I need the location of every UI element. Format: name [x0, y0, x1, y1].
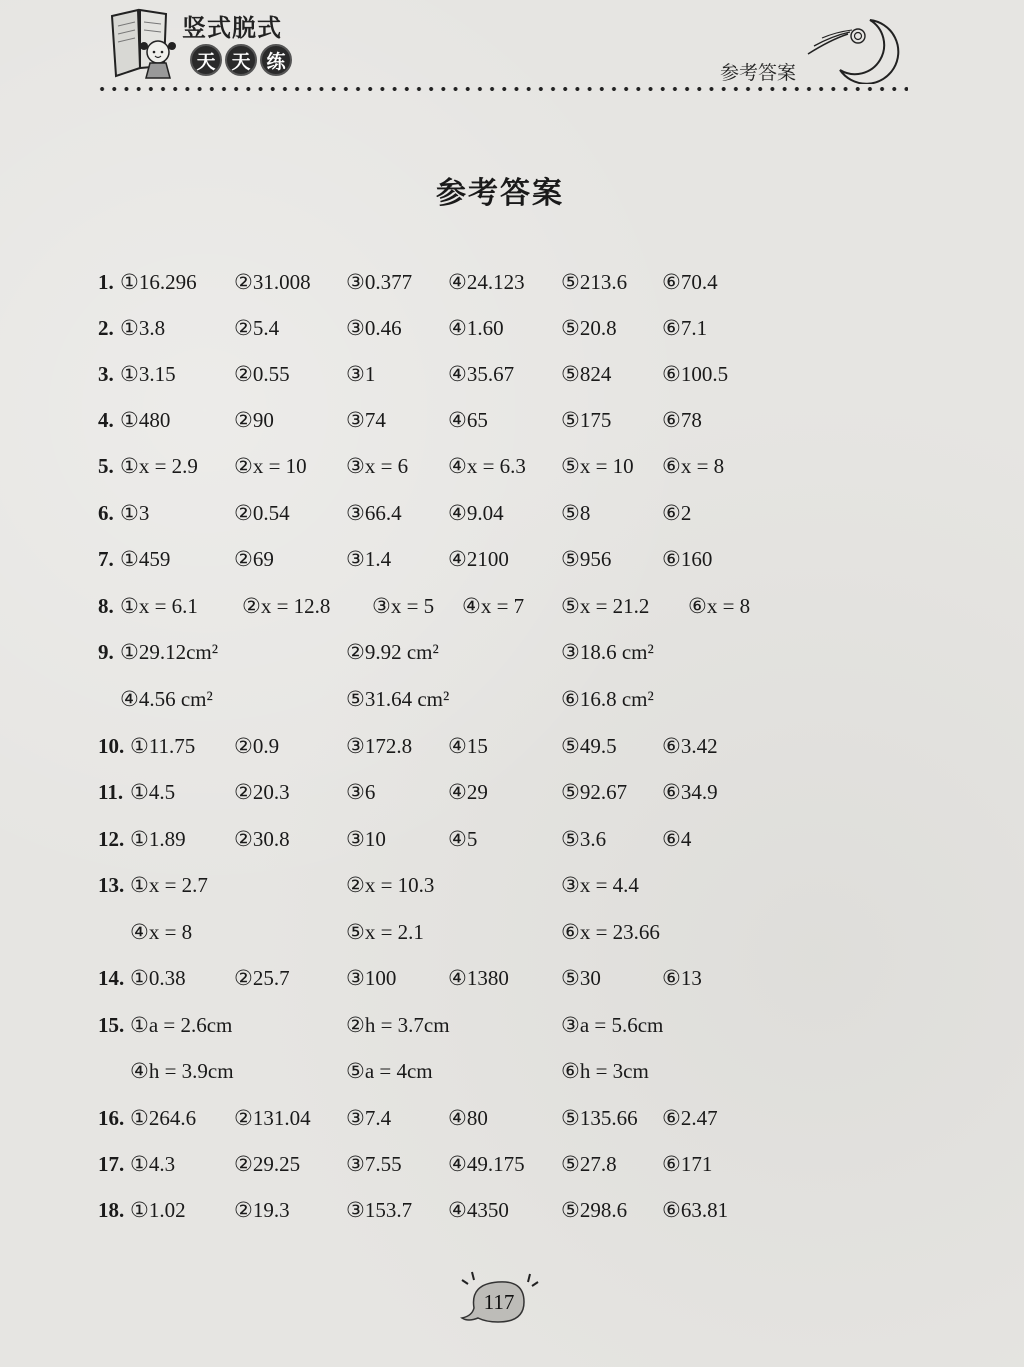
answer-item: ③153.7	[346, 1198, 413, 1222]
question-number: 6.	[98, 501, 114, 525]
answer-item: ④15	[448, 734, 488, 758]
answer-item: ⑤x = 21.2	[561, 594, 650, 618]
question-number: 3.	[98, 362, 114, 386]
series-badge: 练	[260, 44, 292, 76]
answer-item: ②5.4	[234, 316, 280, 340]
crescent-moon-icon	[800, 14, 910, 84]
answer-item: ③100	[346, 966, 397, 990]
answer-item: ⑤49.5	[561, 734, 617, 758]
answer-item: ⑤8	[561, 501, 591, 525]
answer-item: ①11.75	[130, 734, 196, 758]
answer-item: ①x = 6.1	[120, 594, 198, 618]
answer-item: ①16.296	[120, 270, 197, 294]
answer-item: ③0.377	[346, 270, 413, 294]
answer-item: ①0.38	[130, 966, 186, 990]
answer-item: ④5	[448, 827, 478, 851]
answer-item: ⑤824	[561, 362, 612, 386]
answer-item: ③172.8	[346, 734, 413, 758]
answer-item: ③7.55	[346, 1152, 402, 1176]
answer-item: ③1	[346, 362, 376, 386]
answer-item: ⑥34.9	[662, 780, 718, 804]
question-number: 13.	[98, 873, 125, 897]
answer-item: ②19.3	[234, 1198, 290, 1222]
question-number: 16.	[98, 1106, 125, 1130]
answer-item: ⑥78	[662, 408, 702, 432]
answer-item: ⑥h = 3cm	[561, 1059, 649, 1083]
book-girl-icon	[108, 6, 188, 82]
answer-item: ④2100	[448, 547, 509, 571]
question-number: 4.	[98, 408, 114, 432]
question-number: 11.	[98, 780, 124, 804]
answer-item: ③7.4	[346, 1106, 392, 1130]
answer-item: ⑤92.67	[561, 780, 628, 804]
answer-item: ⑥63.81	[662, 1198, 729, 1222]
answer-item: ⑤213.6	[561, 270, 628, 294]
answer-item: ④h = 3.9cm	[130, 1059, 234, 1083]
answer-item: ⑥171	[662, 1152, 713, 1176]
answer-item: ②9.92 cm²	[346, 640, 439, 664]
answer-item: ②20.3	[234, 780, 290, 804]
answer-item: ①459	[120, 547, 171, 571]
answer-item: ③6	[346, 780, 376, 804]
answer-item: ②30.8	[234, 827, 290, 851]
answer-item: ①264.6	[130, 1106, 197, 1130]
answer-item: ⑥160	[662, 547, 713, 571]
answer-item: ②x = 12.8	[242, 594, 331, 618]
answer-item: ⑤a = 4cm	[346, 1059, 433, 1083]
answer-item: ④x = 8	[130, 920, 193, 944]
question-number: 10.	[98, 734, 125, 758]
answer-item: ③10	[346, 827, 386, 851]
answer-item: ⑥4	[662, 827, 692, 851]
answer-item: ⑥x = 23.66	[561, 920, 660, 944]
answer-item: ④24.123	[448, 270, 525, 294]
question-number: 14.	[98, 966, 125, 990]
question-number: 15.	[98, 1013, 125, 1037]
answer-item: ⑥7.1	[662, 316, 708, 340]
answer-item: ⑥2	[662, 501, 692, 525]
series-badge: 天	[225, 44, 257, 76]
answer-item: ④1.60	[448, 316, 504, 340]
answer-item: ④65	[448, 408, 488, 432]
answer-item: ②0.54	[234, 501, 290, 525]
answer-item: ⑤x = 2.1	[346, 920, 424, 944]
answer-item: ③x = 4.4	[561, 873, 639, 897]
answer-item: ④9.04	[448, 501, 504, 525]
answer-item: ⑥100.5	[662, 362, 729, 386]
answer-item: ④4.56 cm²	[120, 687, 213, 711]
series-badges	[190, 44, 292, 76]
answer-item: ③74	[346, 408, 386, 432]
answer-item: ④80	[448, 1106, 488, 1130]
question-number: 7.	[98, 547, 114, 571]
answer-item: ②69	[234, 547, 274, 571]
answer-item: ②29.25	[234, 1152, 301, 1176]
answer-item: ②31.008	[234, 270, 311, 294]
page-header	[0, 0, 1024, 100]
question-number: 17.	[98, 1152, 125, 1176]
answer-item: ③a = 5.6cm	[561, 1013, 664, 1037]
answer-item: ⑤31.64 cm²	[346, 687, 450, 711]
answer-item: ⑥70.4	[662, 270, 718, 294]
answer-item: ⑤135.66	[561, 1106, 638, 1130]
answer-item: ⑥13	[662, 966, 702, 990]
answer-item: ②90	[234, 408, 274, 432]
answer-item: ③18.6 cm²	[561, 640, 654, 664]
question-number: 8.	[98, 594, 114, 618]
series-title: 竖式脱式	[182, 14, 282, 42]
answer-item: ④x = 7	[462, 594, 525, 618]
question-number: 1.	[98, 270, 114, 294]
page-number-badge	[458, 1270, 548, 1330]
answer-item: ⑥2.47	[662, 1106, 718, 1130]
answer-item: ②0.9	[234, 734, 280, 758]
answer-item: ①1.02	[130, 1198, 186, 1222]
answer-item: ⑤27.8	[561, 1152, 617, 1176]
question-number: 9.	[98, 640, 114, 664]
answer-item: ②25.7	[234, 966, 290, 990]
question-number: 12.	[98, 827, 125, 851]
page-title: 参考答案	[436, 176, 564, 211]
answer-item: ④29	[448, 780, 488, 804]
answer-item: ①3.8	[120, 316, 166, 340]
page-number: 117	[483, 1290, 515, 1314]
answer-item: ③66.4	[346, 501, 402, 525]
question-number: 5.	[98, 454, 114, 478]
answer-item: ③1.4	[346, 547, 392, 571]
answer-item: ⑥16.8 cm²	[561, 687, 654, 711]
answer-item: ②x = 10	[234, 454, 307, 478]
answer-item: ①4.3	[130, 1152, 176, 1176]
answer-item: ②x = 10.3	[346, 873, 435, 897]
answer-item: ①29.12cm²	[120, 640, 219, 664]
answer-item: ①a = 2.6cm	[130, 1013, 233, 1037]
answer-item: ③x = 5	[372, 594, 435, 618]
answer-item: ③0.46	[346, 316, 402, 340]
series-badge: 天	[190, 44, 222, 76]
answer-item: ⑤x = 10	[561, 454, 634, 478]
answer-item: ③x = 6	[346, 454, 409, 478]
answer-item: ④1380	[448, 966, 509, 990]
answer-item: ①x = 2.7	[130, 873, 208, 897]
answer-item: ⑤298.6	[561, 1198, 628, 1222]
answer-item: ②0.55	[234, 362, 290, 386]
header-divider	[96, 86, 908, 92]
answer-item: ⑤956	[561, 547, 612, 571]
answer-item: ④4350	[448, 1198, 509, 1222]
answer-item: ⑤20.8	[561, 316, 617, 340]
answer-item: ①4.5	[130, 780, 176, 804]
answer-item: ⑥x = 8	[662, 454, 725, 478]
answer-item: ⑤3.6	[561, 827, 607, 851]
answer-item: ⑤175	[561, 408, 612, 432]
answer-item: ④49.175	[448, 1152, 525, 1176]
answer-item: ①1.89	[130, 827, 186, 851]
answer-item: ①3.15	[120, 362, 176, 386]
answer-item: ①x = 2.9	[120, 454, 198, 478]
answer-item: ④x = 6.3	[448, 454, 526, 478]
question-number: 18.	[98, 1198, 125, 1222]
answer-item: ①3	[120, 501, 150, 525]
answer-item: ⑥x = 8	[688, 594, 751, 618]
answer-item: ④35.67	[448, 362, 515, 386]
answer-item: ②131.04	[234, 1106, 311, 1130]
answer-item: ⑥3.42	[662, 734, 718, 758]
answer-item: ②h = 3.7cm	[346, 1013, 450, 1037]
question-number: 2.	[98, 316, 114, 340]
answer-item: ⑤30	[561, 966, 601, 990]
section-label: 参考答案	[720, 62, 797, 84]
answer-item: ①480	[120, 408, 171, 432]
